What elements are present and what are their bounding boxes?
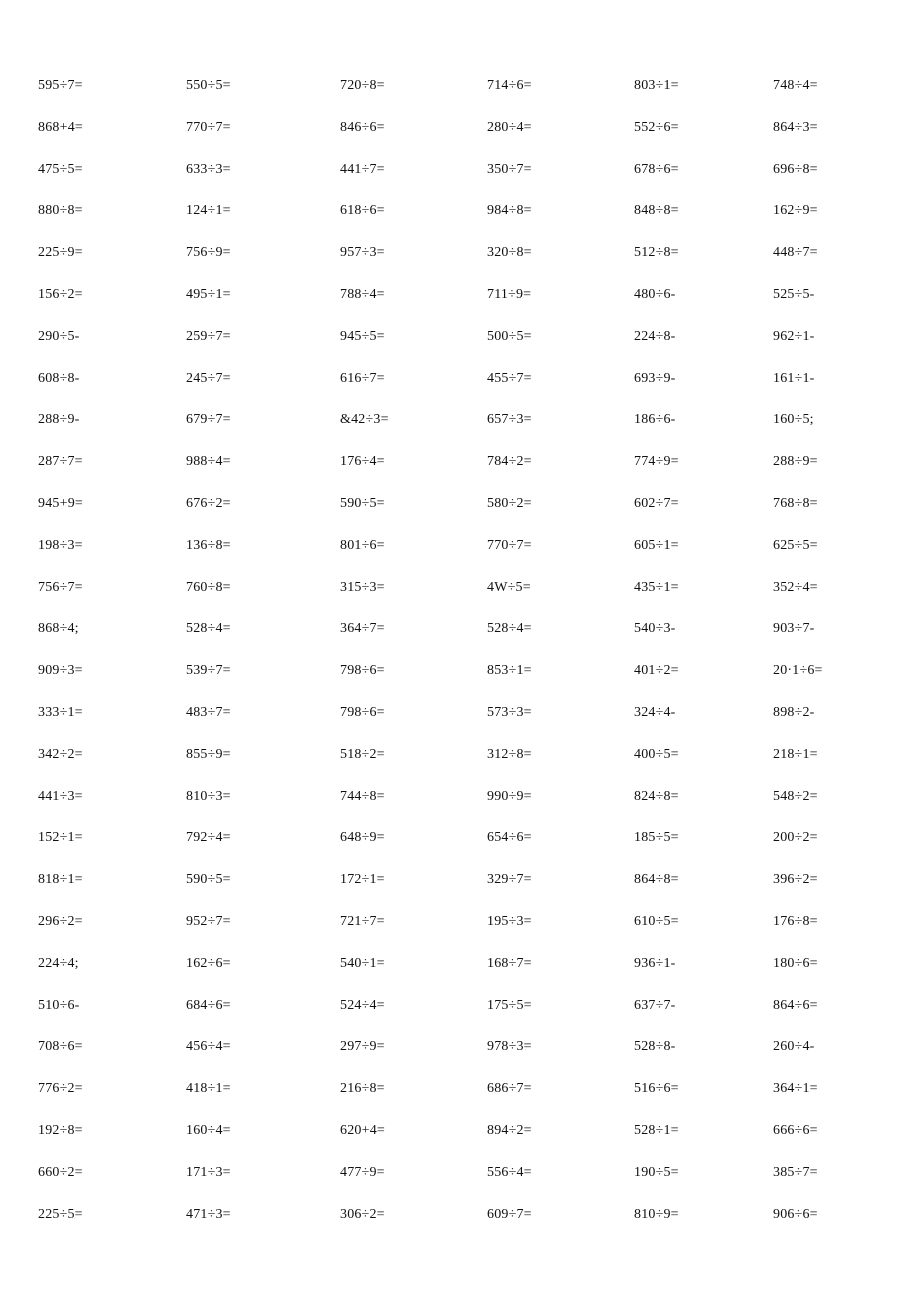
division-problem: 798÷6=: [340, 663, 385, 679]
division-problem: 448÷7=: [773, 245, 818, 261]
division-problem: 721÷7=: [340, 914, 385, 929]
division-problem: 385÷7=: [773, 1164, 818, 1180]
division-problem: 984÷8=: [487, 203, 532, 219]
division-problem: 810÷3=: [186, 788, 231, 804]
division-problem: 364÷7=: [340, 621, 385, 637]
division-problem: 909÷3=: [38, 663, 83, 679]
division-problem: 792÷4=: [186, 830, 231, 846]
division-problem: 788÷4=: [340, 287, 385, 302]
division-problem: 156÷2=: [38, 287, 83, 302]
division-problem: 136÷8=: [186, 537, 231, 553]
division-problem: 495÷1=: [186, 287, 231, 302]
division-problem: 952÷7=: [186, 914, 231, 929]
division-problem: 528÷8-: [634, 1039, 676, 1055]
division-problem: 455÷7=: [487, 370, 532, 386]
division-problem: 770÷7=: [487, 537, 532, 553]
division-problem: 756÷7=: [38, 579, 83, 595]
division-problem: 548÷2=: [773, 788, 818, 804]
division-problem: 192÷8=: [38, 1123, 83, 1138]
problem-row: [0, 492, 920, 516]
division-problem: 477÷9=: [340, 1164, 385, 1180]
division-problem: 162÷6=: [186, 955, 231, 971]
division-problem: 684÷6=: [186, 997, 231, 1013]
problem-row: [0, 617, 920, 641]
division-problem: 518÷2=: [340, 746, 385, 762]
division-problem: 756÷9=: [186, 245, 231, 261]
division-problem: 552÷6=: [634, 119, 679, 135]
division-problem: 609÷7=: [487, 1206, 532, 1222]
division-problem: 216÷8=: [340, 1081, 385, 1097]
division-problem: 297÷9=: [340, 1039, 385, 1055]
division-problem: 172÷1=: [340, 872, 385, 888]
division-problem: 441÷7=: [340, 161, 385, 177]
division-problem: 528÷4=: [487, 621, 532, 637]
division-problem: 280÷4=: [487, 119, 532, 135]
division-problem: 945÷5=: [340, 328, 385, 344]
division-problem: 364÷1=: [773, 1081, 818, 1097]
division-problem: 287÷7=: [38, 454, 83, 470]
division-problem: 329÷7=: [487, 872, 532, 888]
division-problem: 540÷3-: [634, 621, 676, 637]
division-problem: 810÷9=: [634, 1206, 679, 1222]
division-problem: 528÷1=: [634, 1123, 679, 1138]
division-problem: 540÷1=: [340, 955, 385, 971]
division-problem: 880÷8=: [38, 203, 83, 219]
division-problem: 480÷6-: [634, 287, 676, 302]
division-problem: 803÷1=: [634, 78, 679, 93]
division-problem: 590÷5=: [340, 496, 385, 511]
division-problem: 288÷9=: [773, 454, 818, 470]
division-problem: 245÷7=: [186, 370, 231, 386]
division-problem: 176÷4=: [340, 454, 385, 470]
division-problem: 686÷7=: [487, 1081, 532, 1097]
division-problem: 200÷2=: [773, 830, 818, 846]
division-problem: 573÷3=: [487, 705, 532, 720]
problem-row: [0, 576, 920, 600]
division-problem: 666÷6=: [773, 1123, 818, 1138]
division-problem: 512÷8=: [634, 245, 679, 261]
division-problem: 824÷8=: [634, 788, 679, 804]
division-problem: 260÷4-: [773, 1039, 815, 1055]
division-problem: 595÷7=: [38, 78, 83, 93]
division-problem: 524÷4=: [340, 997, 385, 1013]
division-problem: 124÷1=: [186, 203, 231, 219]
division-problem: 678÷6=: [634, 161, 679, 177]
division-problem: 224÷4;: [38, 955, 79, 971]
division-problem: 798÷6=: [340, 705, 385, 720]
division-problem: 483÷7=: [186, 705, 231, 720]
division-problem: 676÷2=: [186, 496, 231, 511]
division-problem: 290÷5-: [38, 328, 80, 344]
division-problem: 401÷2=: [634, 663, 679, 679]
problem-row: [0, 116, 920, 140]
division-problem: 590÷5=: [186, 872, 231, 888]
problem-row: [0, 1203, 920, 1227]
division-problem: 333÷1=: [38, 705, 83, 720]
problem-row: [0, 367, 920, 391]
division-problem: 4W÷5=: [487, 579, 531, 595]
problem-row: [0, 74, 920, 98]
division-problem: 456÷4=: [186, 1039, 231, 1055]
problem-row: [0, 743, 920, 767]
division-problem: 720÷8=: [340, 78, 385, 93]
division-problem: 160÷4=: [186, 1123, 231, 1138]
division-problem: 760÷8=: [186, 579, 231, 595]
problem-row: [0, 534, 920, 558]
division-problem: 539÷7=: [186, 663, 231, 679]
division-problem: 853÷1=: [487, 663, 532, 679]
division-problem: 525÷5-: [773, 287, 815, 302]
division-problem: 441÷3=: [38, 788, 83, 804]
problem-row: [0, 408, 920, 432]
division-problem: 324÷4-: [634, 705, 676, 720]
division-problem: 296÷2=: [38, 914, 83, 929]
division-problem: 608÷8-: [38, 370, 80, 386]
division-problem: 855÷9=: [186, 746, 231, 762]
division-problem: 198÷3=: [38, 537, 83, 553]
division-problem: 864÷3=: [773, 119, 818, 135]
division-problem: 185÷5=: [634, 830, 679, 846]
division-problem: 500÷5=: [487, 328, 532, 344]
division-problem: 396÷2=: [773, 872, 818, 888]
problem-row: [0, 241, 920, 265]
division-problem: 637÷7-: [634, 997, 676, 1013]
division-problem: 350÷7=: [487, 161, 532, 177]
division-problem: 306÷2=: [340, 1206, 385, 1222]
division-problem: 195÷3=: [487, 914, 532, 929]
division-problem: 320÷8=: [487, 245, 532, 261]
problem-row: [0, 659, 920, 683]
division-problem: 225÷5=: [38, 1206, 83, 1222]
division-problem: 616÷7=: [340, 370, 385, 386]
division-problem: 846÷6=: [340, 119, 385, 135]
problem-row: [0, 910, 920, 934]
division-problem: 168÷7=: [487, 955, 532, 971]
division-problem: 516÷6=: [634, 1081, 679, 1097]
division-problem: 848÷8=: [634, 203, 679, 219]
division-problem: 903÷7-: [773, 621, 815, 637]
division-problem: &42÷3=: [340, 412, 389, 428]
division-problem: 225÷9=: [38, 245, 83, 261]
problem-row: [0, 158, 920, 182]
division-problem: 708÷6=: [38, 1039, 83, 1055]
division-problem: 906÷6=: [773, 1206, 818, 1222]
division-problem: 352÷4=: [773, 579, 818, 595]
division-problem: 962÷1-: [773, 328, 815, 344]
division-problem: 768÷8=: [773, 496, 818, 511]
division-problem: 748÷4=: [773, 78, 818, 93]
division-problem: 711÷9=: [487, 287, 532, 302]
division-problem: 714÷6=: [487, 78, 532, 93]
division-problem: 342÷2=: [38, 746, 83, 762]
division-problem: 610÷5=: [634, 914, 679, 929]
division-problem: 605÷1=: [634, 537, 679, 553]
division-problem: 978÷3=: [487, 1039, 532, 1055]
division-problem: 801÷6=: [340, 537, 385, 553]
division-problem: 936÷1-: [634, 955, 676, 971]
division-problem: 648÷9=: [340, 830, 385, 846]
division-problem: 818÷1=: [38, 872, 83, 888]
division-problem: 288÷9-: [38, 412, 80, 428]
division-problem: 864÷8=: [634, 872, 679, 888]
division-problem: 770÷7=: [186, 119, 231, 135]
problem-row: [0, 450, 920, 474]
division-problem: 898÷2-: [773, 705, 815, 720]
division-problem: 633÷3=: [186, 161, 231, 177]
division-problem: 152÷1=: [38, 830, 83, 846]
division-problem: 774÷9=: [634, 454, 679, 470]
problem-row: [0, 1035, 920, 1059]
problem-row: [0, 199, 920, 223]
division-problem: 696÷8=: [773, 161, 818, 177]
division-problem: 657÷3=: [487, 412, 532, 428]
division-problem: 180÷6=: [773, 955, 818, 971]
division-problem: 190÷5=: [634, 1164, 679, 1180]
division-problem: 945+9=: [38, 496, 83, 511]
division-problem: 418÷1=: [186, 1081, 231, 1097]
problem-row: [0, 283, 920, 307]
division-problem: 550÷5=: [186, 78, 231, 93]
division-problem: 475÷5=: [38, 161, 83, 177]
division-problem: 528÷4=: [186, 621, 231, 637]
problem-row: [0, 994, 920, 1018]
problem-row: [0, 826, 920, 850]
problem-row: [0, 952, 920, 976]
division-problem: 20·1÷6=: [773, 663, 823, 679]
problem-row: [0, 701, 920, 725]
division-problem: 176÷8=: [773, 914, 818, 929]
division-problem: 400÷5=: [634, 746, 679, 762]
division-problem: 175÷5=: [487, 997, 532, 1013]
division-problem: 435÷1=: [634, 579, 679, 595]
division-problem: 868+4=: [38, 119, 83, 135]
division-problem: 259÷7=: [186, 328, 231, 344]
division-problem: 990÷9=: [487, 788, 532, 804]
division-problem: 218÷1=: [773, 746, 818, 762]
division-problem: 510÷6-: [38, 997, 80, 1013]
division-problem: 679÷7=: [186, 412, 231, 428]
problem-row: [0, 325, 920, 349]
problem-row: [0, 1077, 920, 1101]
division-problem: 160÷5;: [773, 412, 814, 428]
division-problem: 471÷3=: [186, 1206, 231, 1222]
division-problem: 620+4=: [340, 1123, 385, 1138]
division-problem: 868÷4;: [38, 621, 79, 637]
division-problem: 625÷5=: [773, 537, 818, 553]
division-problem: 660÷2=: [38, 1164, 83, 1180]
division-problem: 315÷3=: [340, 579, 385, 595]
division-problem: 556÷4=: [487, 1164, 532, 1180]
division-problem: 186÷6-: [634, 412, 676, 428]
division-problem: 894÷2=: [487, 1123, 532, 1138]
division-problem: 744÷8=: [340, 788, 385, 804]
division-problem: 693÷9-: [634, 370, 676, 386]
problem-row: [0, 868, 920, 892]
division-problem: 618÷6=: [340, 203, 385, 219]
division-problem: 784÷2=: [487, 454, 532, 470]
problem-row: [0, 1161, 920, 1185]
division-problem: 224÷8-: [634, 328, 676, 344]
division-problem: 171÷3=: [186, 1164, 231, 1180]
problem-row: [0, 785, 920, 809]
division-problem: 161÷1-: [773, 370, 815, 386]
division-problem: 602÷7=: [634, 496, 679, 511]
division-problem: 988÷4=: [186, 454, 231, 470]
division-problem: 580÷2=: [487, 496, 532, 511]
division-problem: 312÷8=: [487, 746, 532, 762]
division-problem: 776÷2=: [38, 1081, 83, 1097]
division-problem: 957÷3=: [340, 245, 385, 261]
problem-row: [0, 1119, 920, 1143]
division-problem: 864÷6=: [773, 997, 818, 1013]
division-problem: 654÷6=: [487, 830, 532, 846]
division-problem: 162÷9=: [773, 203, 818, 219]
